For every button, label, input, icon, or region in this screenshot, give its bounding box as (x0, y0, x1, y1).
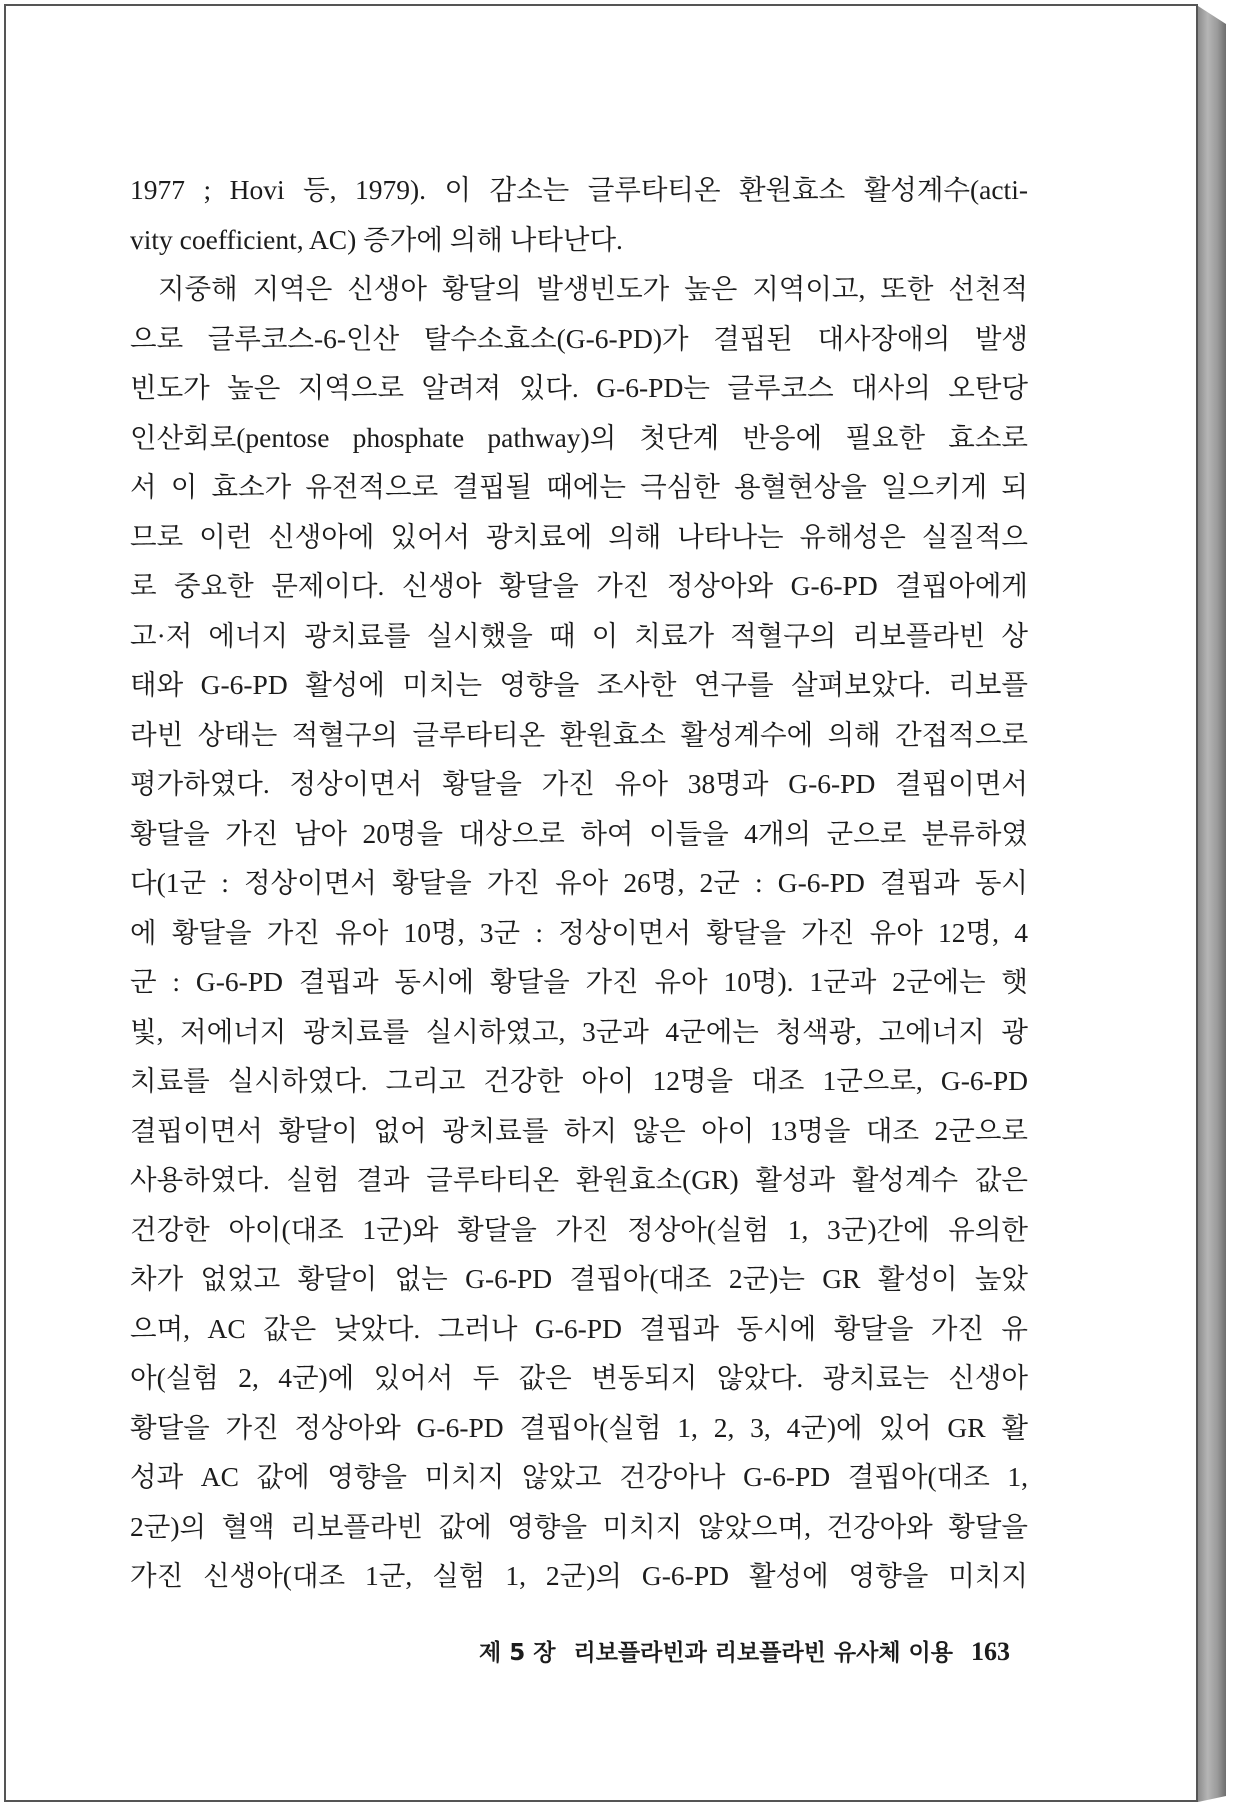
text-line: 성과 AC 값에 영향을 미치지 않았고 건강아나 G-6-PD 결핍아(대조 1, (130, 1461, 1028, 1492)
text-line: 라빈 상태는 적혈구의 글루타티온 환원효소 활성계수에 의해 간접적으로 (130, 718, 1028, 750)
text-line: 치료를 실시하였다. 그리고 건강한 아이 12명을 대조 1군으로, G-6-PD (130, 1065, 1028, 1096)
text-line: 빛, 저에너지 광치료를 실시하였고, 3군과 4군에는 청색광, 고에너지 광 (130, 1015, 1028, 1047)
text-line: 평가하였다. 정상이면서 황달을 가진 유아 38명과 G-6-PD 결핍이면서 (130, 768, 1028, 799)
running-footer (450, 1632, 1010, 1672)
text-line: 1977 ; Hovi 등, 1979). 이 감소는 글루타티온 환원효소 활성계수(acti- (130, 174, 1028, 205)
text-line: 빈도가 높은 지역으로 알려져 있다. G-6-PD는 글루코스 대사의 오탄당 (130, 372, 1028, 403)
text-line: 결핍이면서 황달이 없어 광치료를 하지 않은 아이 13명을 대조 2군으로 (130, 1114, 1028, 1146)
text-line: 고·저 에너지 광치료를 실시했을 때 이 치료가 적혈구의 리보플라빈 상 (130, 619, 1028, 651)
text-line: 인산회로(pentose phosphate pathway)의 첫단계 반응에 필요한 효소로 (130, 421, 1028, 453)
text-line: 으로 글루코스-6-인산 탈수소효소(G-6-PD)가 결핍된 대사장애의 발생 (130, 322, 1028, 354)
text-line: 군 : G-6-PD 결핍과 동시에 황달을 가진 유아 10명). 1군과 2군에는 햇 (130, 966, 1028, 997)
text-line: 2군)의 혈액 리보플라빈 값에 영향을 미치지 않았으며, 건강아와 황달을 (130, 1510, 1028, 1542)
page-edge-shadow (1198, 6, 1226, 1802)
text-line: 서 이 효소가 유전적으로 결핍될 때에는 극심한 용혈현상을 일으키게 되 (130, 471, 1028, 502)
footer-title: 리보플라빈과 리보플라빈 유사체 이용 (573, 1640, 953, 1666)
text-line: 에 황달을 가진 유아 10명, 3군 : 정상이면서 황달을 가진 유아 12명, 4 (130, 916, 1028, 948)
text-line: 아(실험 2, 4군)에 있어서 두 값은 변동되지 않았다. 광치료는 신생아 (130, 1362, 1028, 1393)
text-line: 황달을 가진 남아 20명을 대상으로 하여 이들을 4개의 군으로 분류하였 (130, 817, 1028, 849)
text-line: 로 중요한 문제이다. 신생아 황달을 가진 정상아와 G-6-PD 결핍아에게 (130, 570, 1028, 601)
text-line: 차가 없었고 황달이 없는 G-6-PD 결핍아(대조 2군)는 GR 활성이 높았 (130, 1263, 1028, 1294)
footer-chapter: 제 5 장 (479, 1640, 556, 1666)
text-line: 으며, AC 값은 낮았다. 그러나 G-6-PD 결핍과 동시에 황달을 가진 유 (130, 1312, 1028, 1344)
text-line: vity coefficient, AC) 증가에 의해 나타난다. (130, 223, 623, 255)
text-line: 므로 이런 신생아에 있어서 광치료에 의해 나타나는 유해성은 실질적으 (130, 520, 1028, 552)
body-text (130, 165, 1028, 1601)
text-line: 지중해 지역은 신생아 황달의 발생빈도가 높은 지역이고, 또한 선천적 (158, 273, 1028, 304)
text-line: 다(1군 : 정상이면서 황달을 가진 유아 26명, 2군 : G-6-PD 결핍과 동시 (130, 867, 1028, 898)
text-line: 황달을 가진 정상아와 G-6-PD 결핍아(실험 1, 2, 3, 4군)에 있어 GR 활 (130, 1411, 1028, 1443)
text-line: 건강한 아이(대조 1군)와 황달을 가진 정상아(실험 1, 3군)간에 유의한 (130, 1213, 1028, 1245)
text-line: 사용하였다. 실험 결과 글루타티온 환원효소(GR) 활성과 활성계수 값은 (130, 1164, 1028, 1195)
page-number: 163 (971, 1637, 1010, 1666)
text-line: 태와 G-6-PD 활성에 미치는 영향을 조사한 연구를 살펴보았다. 리보플 (130, 669, 1028, 700)
text-line: 가진 신생아(대조 1군, 실험 1, 2군)의 G-6-PD 활성에 영향을 미치지 (130, 1560, 1028, 1591)
paragraph (130, 165, 1028, 264)
paragraph (130, 264, 1028, 1601)
